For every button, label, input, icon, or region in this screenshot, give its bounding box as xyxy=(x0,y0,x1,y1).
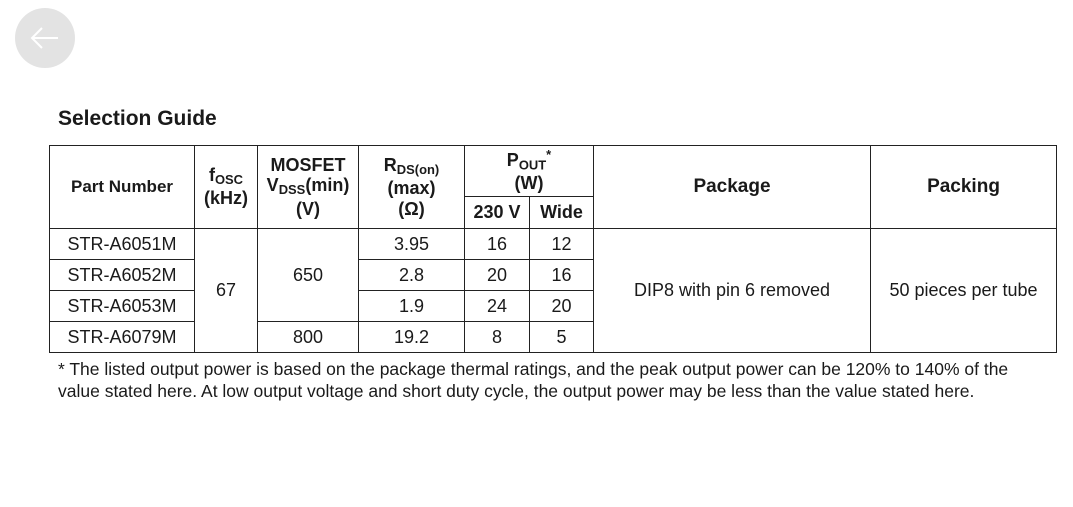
header-rds xyxy=(359,146,465,229)
header-fosc-unit: (kHz) xyxy=(204,188,248,209)
header-vdss-unit: (V) xyxy=(296,198,320,219)
cell-rds: 3.95 xyxy=(359,229,465,260)
header-vdss-subscript: DSS xyxy=(278,182,306,198)
header-fosc xyxy=(195,146,258,229)
header-rds-qualifier: (max) xyxy=(387,177,436,198)
cell-pout-wide: 12 xyxy=(530,229,594,260)
header-vdss-qualifier: (min) xyxy=(305,175,350,196)
footnote: * The listed output power is based on the package thermal ratings, and the peak output power can be 120% to 140% of the value stated here. At low output voltage and short duty cycle, the output power may be less than the value stated here. xyxy=(58,359,1009,401)
header-rds-unit: (Ω) xyxy=(398,198,425,219)
selection-guide-table xyxy=(49,145,1057,353)
header-pout-wide: Wide xyxy=(530,196,594,228)
cell-vdss: 800 xyxy=(258,322,359,353)
header-rds-symbol: R xyxy=(383,154,397,175)
header-vdss xyxy=(258,146,359,229)
header-pout-asterisk: * xyxy=(546,146,552,162)
cell-pout-230v: 8 xyxy=(465,322,530,353)
cell-pout-230v: 20 xyxy=(465,260,530,291)
back-button[interactable] xyxy=(15,8,75,68)
page-title: Selection Guide xyxy=(58,107,217,130)
cell-rds: 1.9 xyxy=(359,291,465,322)
cell-fosc: 67 xyxy=(195,229,258,353)
arrow-left-icon xyxy=(29,26,61,50)
cell-pout-230v: 16 xyxy=(465,229,530,260)
cell-pout-wide: 16 xyxy=(530,260,594,291)
header-pout-unit: (W) xyxy=(514,173,544,194)
header-pout-230v: 230 V xyxy=(465,196,530,228)
cell-pout-230v: 24 xyxy=(465,291,530,322)
cell-pout-wide: 20 xyxy=(530,291,594,322)
header-pout-subscript: OUT xyxy=(518,157,547,173)
cell-part-number: STR-A6052M xyxy=(50,260,195,291)
cell-rds: 2.8 xyxy=(359,260,465,291)
header-fosc-subscript: OSC xyxy=(214,172,244,188)
header-rds-subscript: DS(on) xyxy=(396,161,440,177)
cell-rds: 19.2 xyxy=(359,322,465,353)
cell-pout-wide: 5 xyxy=(530,322,594,353)
cell-package: DIP8 with pin 6 removed xyxy=(594,229,871,353)
table-row xyxy=(50,229,1057,260)
cell-part-number: STR-A6051M xyxy=(50,229,195,260)
cell-vdss: 650 xyxy=(258,229,359,322)
header-packing: Packing xyxy=(871,146,1057,229)
cell-packing: 50 pieces per tube xyxy=(871,229,1057,353)
header-vdss-symbol: V xyxy=(266,175,279,196)
cell-part-number: STR-A6079M xyxy=(50,322,195,353)
header-fosc-symbol: f xyxy=(208,165,215,186)
header-package: Package xyxy=(594,146,871,229)
header-pout xyxy=(465,146,594,197)
header-pout-symbol: P xyxy=(506,149,519,170)
header-vdss-line1: MOSFET xyxy=(270,154,346,175)
header-part-number: Part Number xyxy=(50,146,195,229)
cell-part-number: STR-A6053M xyxy=(50,291,195,322)
